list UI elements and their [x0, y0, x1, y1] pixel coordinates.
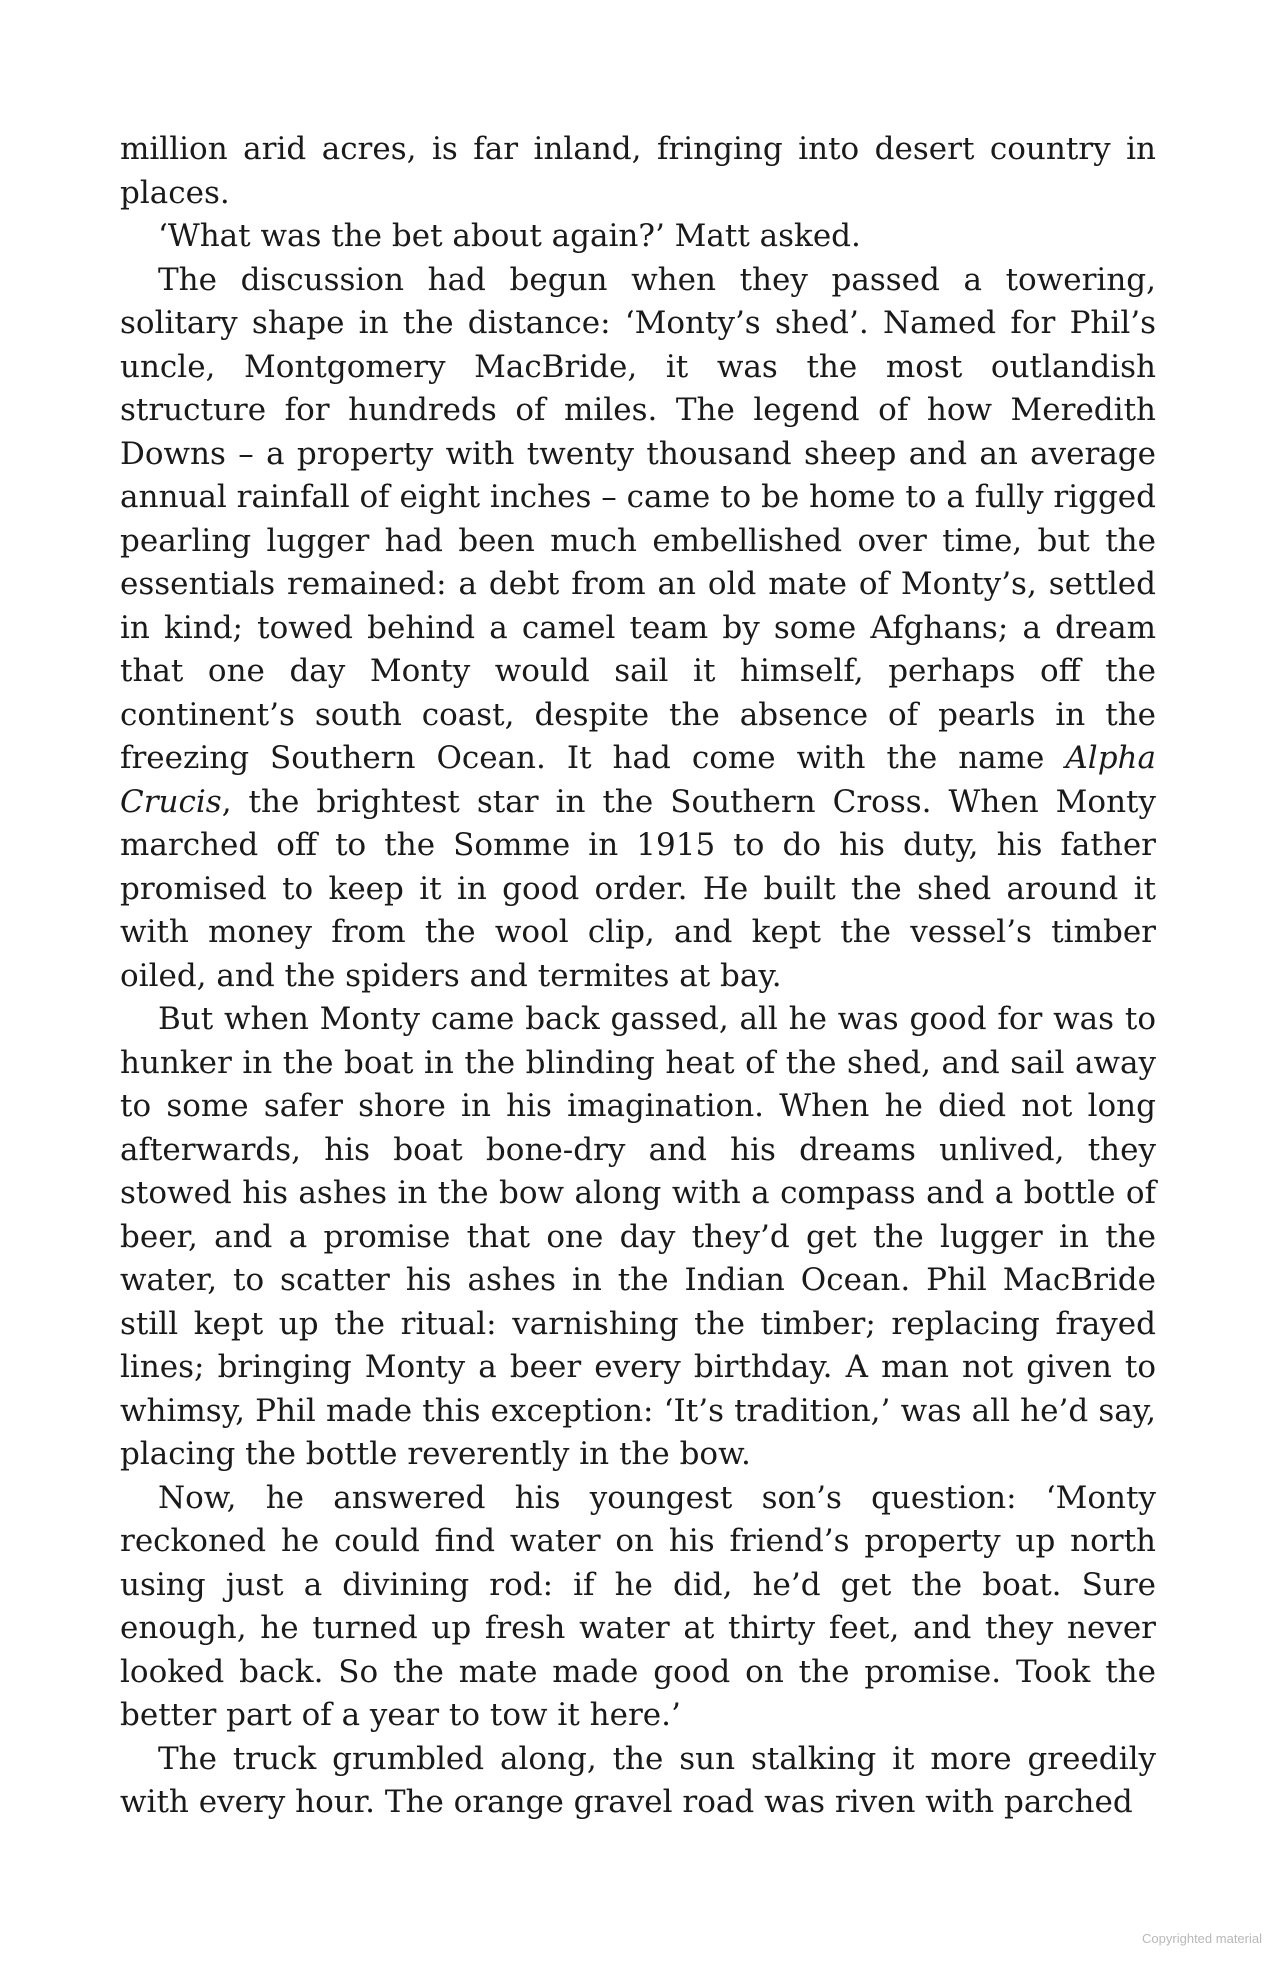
- paragraph-truck: The truck grumbled along, the sun stalking it more greedily with every hour. The orange gravel road was riven with parched: [120, 1740, 1156, 1820]
- paragraph-bet-answer: Now, he answered his youngest son’s question: ‘Monty reckoned he could find water on his friend’s property up north using just a divining rod: if he did, he’d get the boat. Sure enough, he turned up fresh water at thirty feet, and they never looked back. So the mate made good on the promise. Took the better part of a year to tow it here.’: [120, 1479, 1156, 1733]
- paragraph-dialogue-matt: ‘What was the bet about again?’ Matt asked.: [158, 218, 861, 254]
- book-page-text: [120, 128, 1156, 1825]
- paragraph-monty-returns: But when Monty came back gassed, all he was good for was to hunker in the boat in the blinding heat of the shed, and sail away to some safer shore in his imagination. When he died not long afterwards, his boat bone-dry and his dreams unlived, they stowed his ashes in the bow along with a compass and a bottle of beer, and a promise that one day they’d get the lugger in the water, to scatter his ashes in the Indian Ocean. Phil MacBride still kept up the ritual: varnishing the timber; replacing frayed lines; bringing Monty a beer every birthday. A man not given to whimsy, Phil made this exception: ‘It’s tradition,’ was all he’d say, placing the bottle reverently in the bow.: [120, 1001, 1156, 1472]
- paragraph-montys-shed: [120, 259, 1156, 999]
- ship-name-italic: Alpha Crucis: [120, 740, 1156, 820]
- paragraph-text: The discussion had begun when they passed a towering, solitary shape in the distance: ‘Monty’s shed’. Named for Phil’s uncle, Montgomery MacBride, it was the most outlandish structure for hundreds of miles. The legend of how Meredith Downs – a property with twenty thousand sheep and an average annual rainfall of eight inches – came to be home to a fully rigged pearling lugger had been much embellished over time, but the essentials remained: a debt from an old mate of Monty’s, settled in kind; towed behind a camel team by some Afghans; a dream that one day Monty would sail it himself, perhaps off the continent’s south coast, despite the absence of pearls in the freezing Southern Ocean. It had come with the name: [120, 261, 1156, 776]
- copyright-watermark: Copyrighted material: [1142, 1931, 1262, 1946]
- paragraph-continuation: million arid acres, is far inland, fringing into desert country in places.: [120, 131, 1156, 211]
- paragraph-text: , the brightest star in the Southern Cross. When Monty marched off to the Somme in 1915 to do his duty, his father promised to keep it in good order. He built the shed around it with money from the wool clip, and kept the vessel’s timber oiled, and the spiders and termites at bay.: [120, 783, 1156, 994]
